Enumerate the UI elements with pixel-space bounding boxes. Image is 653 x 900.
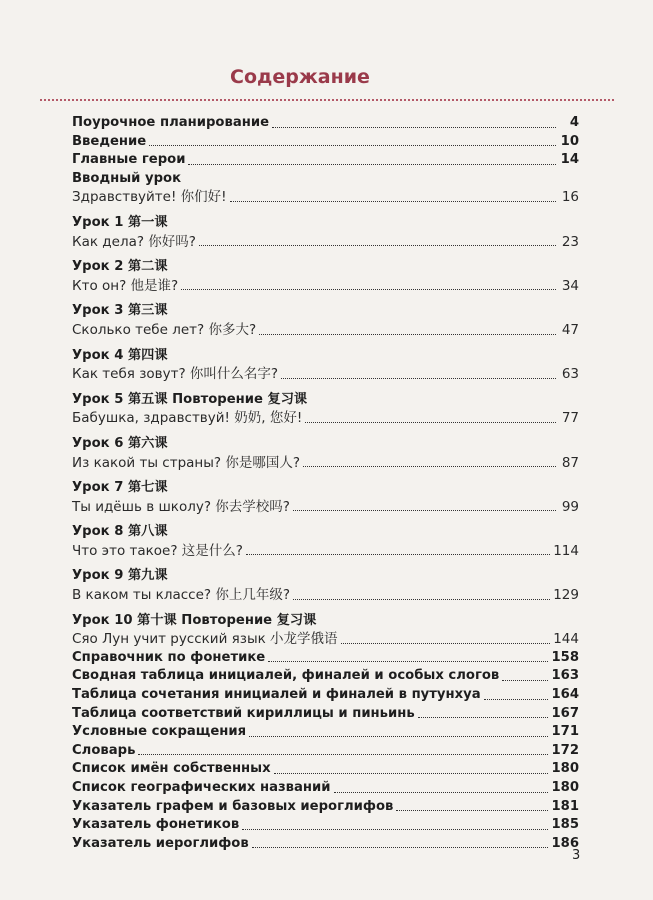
dot-leader bbox=[305, 421, 556, 423]
toc-lesson-heading: Урок 8 第八课 bbox=[72, 524, 168, 540]
toc-entry-page: 77 bbox=[561, 410, 579, 427]
section-gap bbox=[72, 384, 579, 391]
toc-entry-page: 171 bbox=[551, 724, 579, 740]
page-number: 3 bbox=[572, 848, 581, 863]
title-divider bbox=[40, 99, 614, 101]
toc-entry-title: Из какой ты страны? 你是哪国人? bbox=[72, 454, 301, 471]
toc-entry-page: 164 bbox=[551, 687, 579, 703]
toc-entry-title: Что это такое? 这是什么? bbox=[72, 542, 243, 559]
toc-entry[interactable] bbox=[72, 630, 579, 649]
toc-entry[interactable] bbox=[72, 798, 579, 817]
toc-entry-page: 23 bbox=[561, 233, 579, 250]
toc-entry-page: 185 bbox=[551, 817, 579, 833]
toc-entry[interactable] bbox=[72, 151, 579, 170]
toc-lesson-heading: Урок 3 第三课 bbox=[72, 303, 168, 319]
toc-entry-title: Сводная таблица инициалей, финалей и особых слогов bbox=[72, 668, 500, 684]
toc-entry-title: Указатель фонетиков bbox=[72, 817, 240, 833]
dot-leader bbox=[199, 244, 556, 246]
toc-entry[interactable] bbox=[72, 779, 579, 798]
toc-entry-title: Как дела? 你好吗? bbox=[72, 233, 196, 250]
toc-entry[interactable] bbox=[72, 816, 579, 835]
section-gap bbox=[72, 605, 579, 612]
dot-leader bbox=[249, 735, 548, 737]
toc-entry[interactable] bbox=[72, 114, 579, 133]
toc-entry-title: Введение bbox=[72, 133, 147, 149]
dot-leader bbox=[281, 377, 556, 379]
toc-lesson-heading: Урок 10 第十课 Повторение 复习课 bbox=[72, 612, 317, 628]
toc-entry[interactable] bbox=[72, 498, 579, 517]
toc-entry-title: В каком ты классе? 你上几年级? bbox=[72, 587, 291, 604]
toc-entry-page: 163 bbox=[551, 668, 579, 684]
dot-leader bbox=[181, 288, 556, 290]
dot-leader bbox=[341, 642, 551, 644]
toc-entry-title: Условные сокращения bbox=[72, 724, 247, 740]
toc-entry-page: 14 bbox=[560, 152, 579, 168]
toc-entry-page: 172 bbox=[551, 742, 579, 758]
table-of-contents bbox=[72, 114, 579, 853]
toc-entry[interactable] bbox=[72, 649, 579, 668]
toc-entry-title: Поурочное планирование bbox=[72, 115, 270, 130]
toc-entry-page: 180 bbox=[551, 780, 579, 795]
toc-entry-page: 158 bbox=[551, 649, 579, 665]
toc-lesson-heading: Урок 6 第六课 bbox=[72, 435, 168, 451]
toc-entry-page: 47 bbox=[561, 321, 579, 338]
dot-leader bbox=[418, 716, 549, 718]
toc-entry-title: Как тебя зовут? 你叫什么名字? bbox=[72, 366, 279, 383]
page-title: Содержание bbox=[230, 66, 370, 88]
toc-entry[interactable] bbox=[72, 705, 579, 724]
toc-entry[interactable] bbox=[72, 188, 579, 207]
dot-leader bbox=[252, 846, 549, 848]
section-gap bbox=[72, 560, 579, 567]
dot-leader bbox=[268, 660, 548, 662]
toc-lesson-heading: Урок 1 第一课 bbox=[72, 214, 168, 230]
toc-entry[interactable] bbox=[72, 835, 579, 854]
toc-lesson-heading: Урок 9 第九课 bbox=[72, 568, 168, 584]
toc-entry-title: Таблица соответствий кириллицы и пиньинь bbox=[72, 705, 415, 721]
toc-lesson-heading: Урок 7 第七课 bbox=[72, 480, 168, 496]
toc-entry-page: 180 bbox=[551, 761, 579, 777]
toc-entry[interactable] bbox=[72, 277, 579, 296]
section-gap bbox=[72, 295, 579, 302]
toc-entry-page: 10 bbox=[560, 133, 579, 149]
dot-leader bbox=[502, 679, 548, 681]
toc-entry-title: Указатель иероглифов bbox=[72, 835, 249, 851]
section-gap bbox=[72, 516, 579, 523]
dot-leader bbox=[303, 465, 556, 467]
dot-leader bbox=[246, 553, 550, 555]
toc-entry-title: Сколько тебе лет? 你多大? bbox=[72, 321, 257, 338]
toc-entry[interactable] bbox=[72, 133, 579, 152]
toc-entry-title: Таблица сочетания инициалей и финалей в путунхуа bbox=[72, 687, 481, 703]
toc-entry-title: Здравствуйте! 你们好! bbox=[72, 189, 227, 206]
toc-entry-page: 4 bbox=[569, 115, 579, 130]
dot-leader bbox=[334, 791, 549, 793]
toc-entry-page: 144 bbox=[553, 631, 579, 648]
toc-entry-page: 34 bbox=[561, 277, 579, 294]
dot-leader bbox=[138, 753, 548, 755]
toc-entry-page: 186 bbox=[551, 835, 579, 851]
toc-entry[interactable] bbox=[72, 686, 579, 705]
dot-leader bbox=[272, 126, 556, 128]
toc-entry[interactable] bbox=[72, 321, 579, 340]
toc-lesson-heading: Вводный урок bbox=[72, 170, 182, 186]
toc-entry-title: Словарь bbox=[72, 742, 136, 758]
dot-leader bbox=[293, 509, 556, 511]
toc-entry[interactable] bbox=[72, 542, 579, 561]
dot-leader bbox=[293, 598, 550, 600]
toc-entry-title: Бабушка, здравствуй! 奶奶, 您好! bbox=[72, 410, 303, 427]
dot-leader bbox=[396, 809, 548, 811]
toc-entry-page: 87 bbox=[561, 454, 579, 471]
toc-entry[interactable] bbox=[72, 723, 579, 742]
toc-entry[interactable] bbox=[72, 454, 579, 473]
toc-lesson-heading: Урок 2 第二课 bbox=[72, 259, 168, 275]
dot-leader bbox=[188, 163, 556, 165]
toc-entry-title: Ты идёшь в школу? 你去学校吗? bbox=[72, 498, 290, 515]
toc-entry[interactable] bbox=[72, 233, 579, 252]
toc-entry-page: 114 bbox=[553, 542, 579, 559]
section-gap bbox=[72, 251, 579, 258]
section-gap bbox=[72, 428, 579, 435]
toc-entry-title: Указатель графем и базовых иероглифов bbox=[72, 798, 394, 814]
toc-entry-title: Кто он? 他是谁? bbox=[72, 277, 179, 294]
toc-entry-title: Список географических названий bbox=[72, 780, 331, 795]
toc-entry-page: 63 bbox=[561, 366, 579, 383]
section-gap bbox=[72, 340, 579, 347]
toc-entry-title: Справочник по фонетике bbox=[72, 649, 266, 665]
toc-entry[interactable] bbox=[72, 586, 579, 605]
toc-entry-page: 129 bbox=[553, 587, 579, 604]
toc-entry-page: 99 bbox=[561, 498, 579, 515]
section-gap bbox=[72, 472, 579, 479]
toc-entry-title: Сяо Лун учит русский язык 小龙学俄语 bbox=[72, 631, 338, 648]
dot-leader bbox=[274, 772, 549, 774]
section-gap bbox=[72, 207, 579, 214]
toc-lesson-heading: Урок 5 第五课 Повторение 复习课 bbox=[72, 391, 308, 407]
toc-entry[interactable] bbox=[72, 742, 579, 761]
toc-entry[interactable] bbox=[72, 365, 579, 384]
dot-leader bbox=[259, 333, 556, 335]
toc-entry-title: Список имён собственных bbox=[72, 761, 271, 777]
toc-entry[interactable] bbox=[72, 667, 579, 686]
toc-entry-title: Главные герои bbox=[72, 152, 186, 168]
toc-entry-page: 181 bbox=[551, 798, 579, 814]
toc-entry-page: 16 bbox=[561, 189, 579, 206]
dot-leader bbox=[484, 698, 549, 700]
dot-leader bbox=[149, 144, 556, 146]
toc-entry[interactable] bbox=[72, 409, 579, 428]
toc-entry-page: 167 bbox=[551, 705, 579, 721]
dot-leader bbox=[242, 828, 548, 830]
toc-lesson-heading: Урок 4 第四课 bbox=[72, 347, 168, 363]
dot-leader bbox=[230, 200, 556, 202]
toc-entry[interactable] bbox=[72, 760, 579, 779]
